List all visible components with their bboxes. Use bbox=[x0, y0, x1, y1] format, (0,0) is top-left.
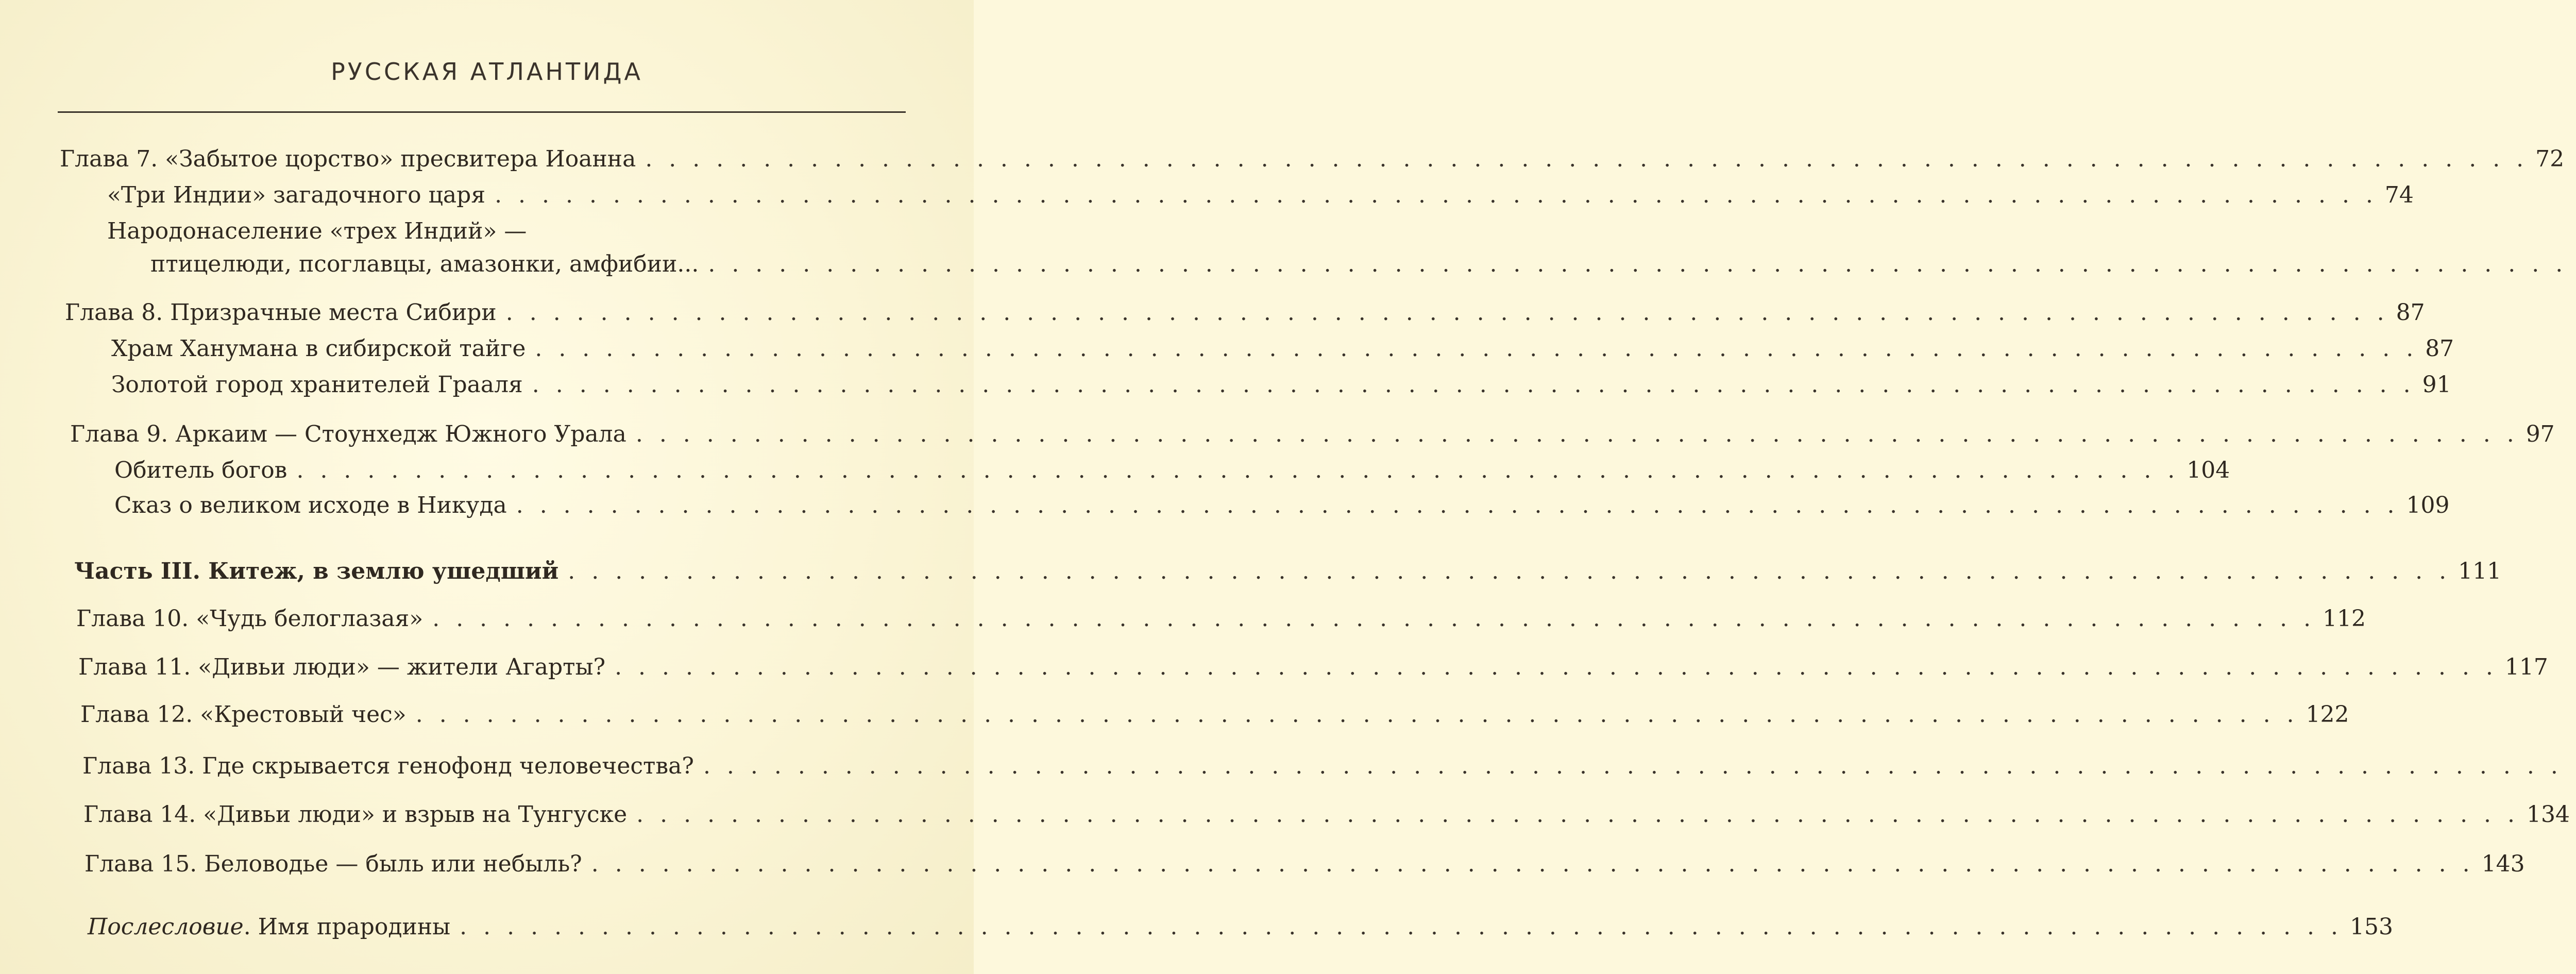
toc-entry-page: 91 bbox=[2422, 372, 2451, 398]
toc-entry-chapter-11 bbox=[78, 653, 2548, 681]
toc-entry-page: 134 bbox=[2527, 801, 2570, 828]
dot-leader bbox=[296, 457, 2179, 484]
toc-entry-afterword bbox=[88, 913, 2393, 941]
dot-leader bbox=[432, 605, 2315, 633]
dot-leader bbox=[708, 250, 2576, 278]
toc-entry-population-cont bbox=[150, 250, 912, 278]
toc-entry-title: Глава 12. «Крестовый чес» bbox=[80, 701, 406, 728]
toc-entry-page: 112 bbox=[2323, 606, 2366, 632]
afterword-label: Послесловие bbox=[88, 914, 244, 940]
dot-leader bbox=[495, 181, 2378, 209]
toc-entry-title: Глава 8. Призрачные места Сибири bbox=[65, 299, 497, 326]
toc-entry-title: «Три Индии» загадочного царя bbox=[107, 182, 486, 208]
toc-entry-page: 153 bbox=[2350, 914, 2393, 940]
running-head: РУССКАЯ АТЛАНТИДА bbox=[331, 58, 643, 86]
toc-entry-title: Обитель богов bbox=[114, 457, 287, 483]
dot-leader bbox=[568, 558, 2451, 585]
dot-leader bbox=[460, 913, 2343, 941]
dot-leader bbox=[516, 492, 2399, 519]
toc-entry-title: Глава 11. «Дивьи люди» — жители Агарты? bbox=[78, 654, 606, 680]
dot-leader bbox=[532, 371, 2415, 399]
toc-entry-chapter-8 bbox=[65, 299, 2425, 327]
toc-entry-abode-of-gods bbox=[114, 457, 2230, 484]
toc-entry-chapter-13 bbox=[82, 752, 930, 780]
toc-entry-chapter-10 bbox=[76, 605, 2366, 633]
toc-entry-page: 143 bbox=[2481, 851, 2525, 877]
toc-entry-page: 117 bbox=[2504, 654, 2548, 680]
toc-entry-golden-city bbox=[111, 371, 2451, 399]
toc-entry-great-exodus bbox=[114, 492, 2450, 519]
dot-leader bbox=[636, 421, 2519, 448]
toc-entry-page: 87 bbox=[2425, 335, 2454, 362]
toc-entry-title: Глава 9. Аркаим — Стоунхедж Южного Урала bbox=[70, 421, 626, 447]
toc-entry-page: 122 bbox=[2306, 701, 2349, 728]
dot-leader bbox=[645, 145, 2528, 173]
toc-entry-chapter-15 bbox=[84, 850, 2525, 878]
toc-entry-title: Народонаселение «трех Индий» — bbox=[107, 218, 527, 244]
header-rule bbox=[58, 111, 906, 113]
dot-leader bbox=[506, 299, 2389, 327]
toc-entry-page: 74 bbox=[2384, 182, 2414, 208]
toc-entry-title: Глава 7. «Забытое цорство» пресвитера Иоанна bbox=[60, 146, 636, 172]
toc-entry-title: Храм Ханумана в сибирской тайге bbox=[111, 335, 526, 362]
dot-leader bbox=[636, 801, 2519, 829]
toc-entry-chapter-14 bbox=[83, 801, 2570, 829]
toc-entry-title: птицелюди, псоглавцы, амазонки, амфибии... bbox=[150, 251, 699, 277]
toc-entry-page: 109 bbox=[2406, 492, 2450, 518]
dot-leader bbox=[703, 752, 2576, 780]
toc-entry-title: Глава 10. «Чудь белоглазая» bbox=[76, 606, 423, 632]
afterword-title: . Имя прародины bbox=[243, 914, 451, 940]
toc-entry-hanuman-temple bbox=[111, 335, 2454, 363]
toc-entry-chapter-9 bbox=[70, 421, 2555, 448]
dot-leader bbox=[591, 850, 2475, 878]
toc-entry-population bbox=[107, 217, 909, 245]
toc-entry-part-3 bbox=[74, 558, 2502, 585]
toc-entry-chapter-12 bbox=[80, 701, 2349, 729]
toc-entry-page: 111 bbox=[2458, 558, 2502, 584]
toc-entry-three-indias bbox=[107, 181, 2414, 209]
toc-entry-title bbox=[88, 913, 450, 941]
toc-entry-title: Глава 15. Беловодье — быль или небыль? bbox=[84, 851, 582, 877]
dot-leader bbox=[615, 653, 2498, 681]
toc-entry-title: Глава 13. Где скрывается генофонд человечества? bbox=[82, 753, 694, 779]
dot-leader bbox=[535, 335, 2418, 363]
toc-entry-title: Золотой город хранителей Грааля bbox=[111, 372, 523, 398]
dot-leader bbox=[416, 701, 2299, 729]
toc-entry-title: Часть III. Китеж, в землю ушедший bbox=[74, 558, 559, 584]
toc-entry-page: 104 bbox=[2187, 457, 2230, 483]
toc-entry-title: Сказ о великом исходе в Никуда bbox=[114, 492, 507, 518]
toc-entry-page: 87 bbox=[2396, 299, 2425, 326]
toc-entry-page: 72 bbox=[2535, 146, 2565, 172]
toc-entry-chapter-7 bbox=[60, 145, 2565, 173]
toc-entry-page: 97 bbox=[2526, 421, 2555, 447]
toc-entry-title: Глава 14. «Дивьи люди» и взрыв на Тунгуске bbox=[83, 801, 628, 828]
